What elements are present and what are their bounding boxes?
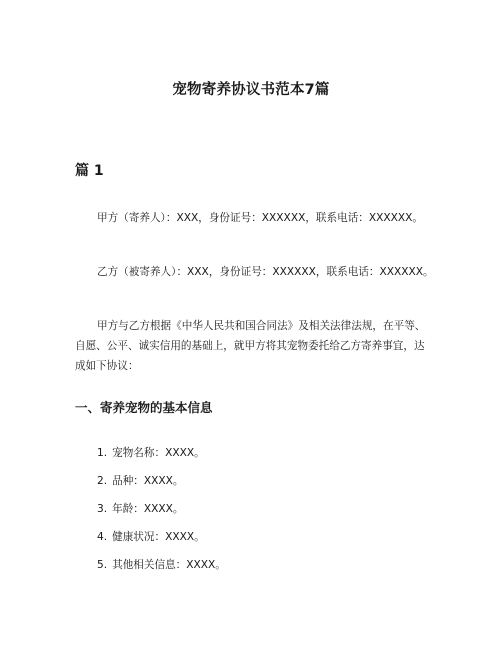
agreement-intro-paragraph: 甲方与乙方根据《中华人民共和国合同法》及相关法律法规，在平等、自愿、公平、诚实信用的基础上，就甲方将其宠物委托给乙方寄养事宜，达成如下协议： [75,320,426,372]
list-item [97,557,226,585]
party-a-paragraph: 甲方（寄养人）：XXX，身份证号：XXXXXX，联系电话：XXXXXX。 [97,212,424,224]
list-item-number: 3. [97,503,108,515]
list-item [97,445,226,473]
list-item-text: 年龄：XXXX。 [112,503,184,515]
pet-info-subheading: 一、寄养宠物的基本信息 [75,400,213,415]
party-b-paragraph: 乙方（被寄养人）：XXX，身份证号：XXXXXX，联系电话：XXXXXX。 [97,266,434,278]
list-item-number: 1. [97,447,108,459]
list-item-text: 健康状况：XXXX。 [112,531,205,543]
list-item-text: 其他相关信息：XXXX。 [112,559,226,571]
list-item-number: 2. [97,475,108,487]
pet-info-list [97,445,226,585]
list-item-number: 4. [97,531,108,543]
list-item-text: 宠物名称：XXXX。 [112,447,205,459]
list-item [97,501,226,529]
document-title: 宠物寄养协议书范本7篇 [172,82,330,98]
list-item-text: 品种：XXXX。 [112,475,184,487]
list-item-number: 5. [97,559,108,571]
section-heading: 篇 1 [75,163,104,179]
list-item [97,529,226,557]
list-item [97,473,226,501]
